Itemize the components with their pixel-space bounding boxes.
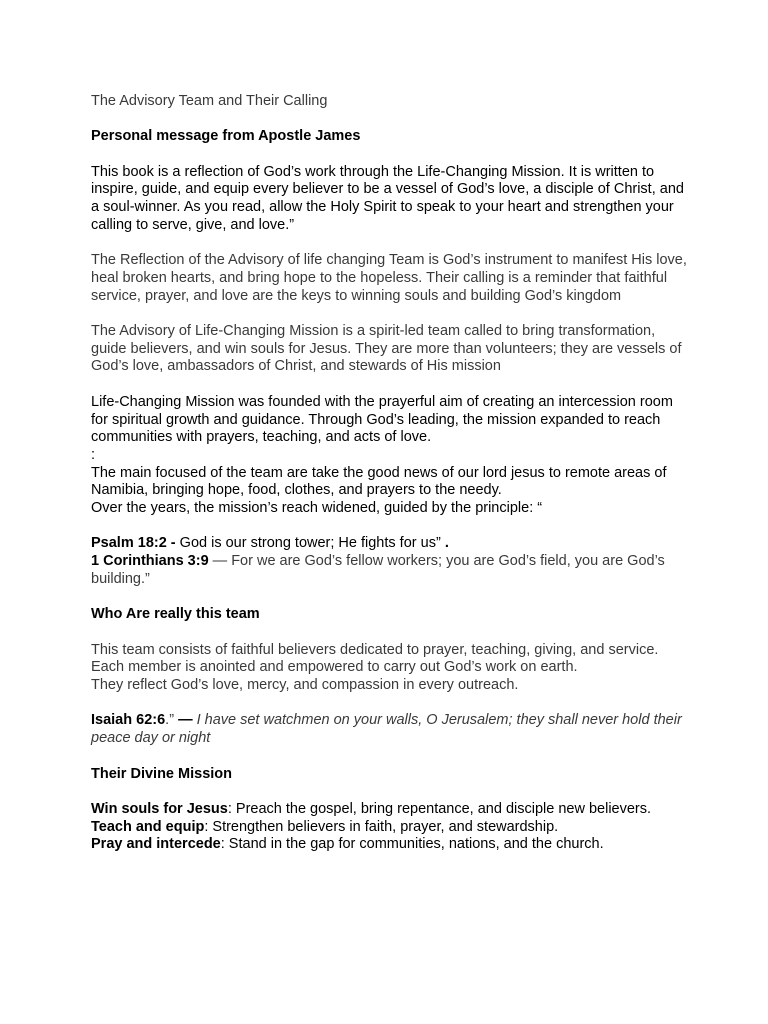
team-line-3: They reflect God’s love, mercy, and compassion in every outreach.	[91, 677, 519, 694]
isaiah-mid: .”	[165, 712, 179, 729]
heading-mission	[91, 766, 688, 784]
mission-item-text: : Strengthen believers in faith, prayer, and stewardship.	[204, 818, 559, 835]
paragraph-intro: This book is a reflection of God’s work through the Life-Changing Mission. It is written to inspire, guide, and equip every believer to be a vessel of God’s love, a disciple of Christ, and a soul-winner. As you read, allow the Holy Spirit to speak to your heart and strengthen your calling to serve, give, and love.”	[91, 163, 684, 233]
heading-who-text: Who Are really this team	[91, 606, 260, 623]
corinthians-text: — For we are God’s fellow workers; you are God’s field, you are God’s building.”	[91, 553, 665, 587]
isaiah-verse	[91, 712, 688, 747]
psalm-end: .	[444, 535, 449, 552]
paragraph-founded: Life-Changing Mission was founded with the prayerful aim of creating an intercession room for spiritual growth and guidance. Through God’s leading, the mission expanded to reach communities with prayers, teaching, and acts of love.	[91, 393, 673, 446]
psalm-text: God is our strong tower; He fights for us”	[175, 535, 445, 552]
isaiah-reference: Isaiah 62:6	[91, 712, 166, 729]
team-description	[91, 642, 688, 695]
psalm-line	[91, 535, 688, 553]
paragraph-focus: The main focused of the team are take the good news of our lord jesus to remote areas of Namibia, bringing hope, food, clothes, and prayers to the needy.	[91, 464, 667, 499]
paragraph-years: Over the years, the mission’s reach widened, guided by the principle: “	[91, 500, 543, 517]
heading-personal-message-text: Personal message from Apostle James	[91, 128, 361, 145]
mission-item-label: Teach and equip	[91, 818, 205, 835]
team-line-1: This team consists of faithful believers dedicated to prayer, teaching, giving, and service.	[91, 641, 659, 658]
heading-who	[91, 606, 688, 624]
scripture-block	[91, 535, 688, 588]
paragraph-reflection: The Reflection of the Advisory of life changing Team is God’s instrument to manifest His love, heal broken hearts, and bring hope to the hopeless. Their calling is a reminder that faithful service, prayer, and love are the keys to winning souls and building God’s kingdom	[91, 252, 687, 304]
mission-item	[91, 801, 688, 819]
corinthians-reference: 1 Corinthians 3:9	[91, 553, 209, 570]
isaiah-dash: —	[178, 712, 197, 729]
isaiah-text: I have set watchmen on your walls, O Jerusalem; they shall never hold their peace day or night	[91, 712, 682, 747]
corinthians-line	[91, 553, 688, 588]
paragraph-advisory: The Advisory of Life-Changing Mission is a spirit-led team called to bring transformation, guide believers, and win souls for Jesus. They are more than volunteers; they are vessels of God’s love, ambassadors of Christ, and stewards of His mission	[91, 323, 682, 375]
team-line-2: Each member is anointed and empowered to carry out God’s work on earth.	[91, 659, 578, 676]
mission-item-text: : Stand in the gap for communities, nations, and the church.	[220, 836, 604, 853]
mission-item-text: : Preach the gospel, bring repentance, and disciple new believers.	[227, 800, 652, 817]
heading-mission-text: Their Divine Mission	[91, 765, 232, 782]
mission-item-label: Win souls for Jesus	[91, 800, 228, 817]
mission-item	[91, 819, 688, 837]
paragraph-founding-block	[91, 394, 688, 518]
mission-item-label: Pray and intercede	[91, 836, 221, 853]
colon-line: :	[91, 446, 96, 463]
document-title: The Advisory Team and Their Calling	[91, 93, 328, 109]
mission-list	[91, 801, 688, 854]
mission-item	[91, 836, 688, 854]
psalm-reference: Psalm 18:2 -	[91, 535, 176, 552]
heading-personal-message	[91, 128, 688, 146]
